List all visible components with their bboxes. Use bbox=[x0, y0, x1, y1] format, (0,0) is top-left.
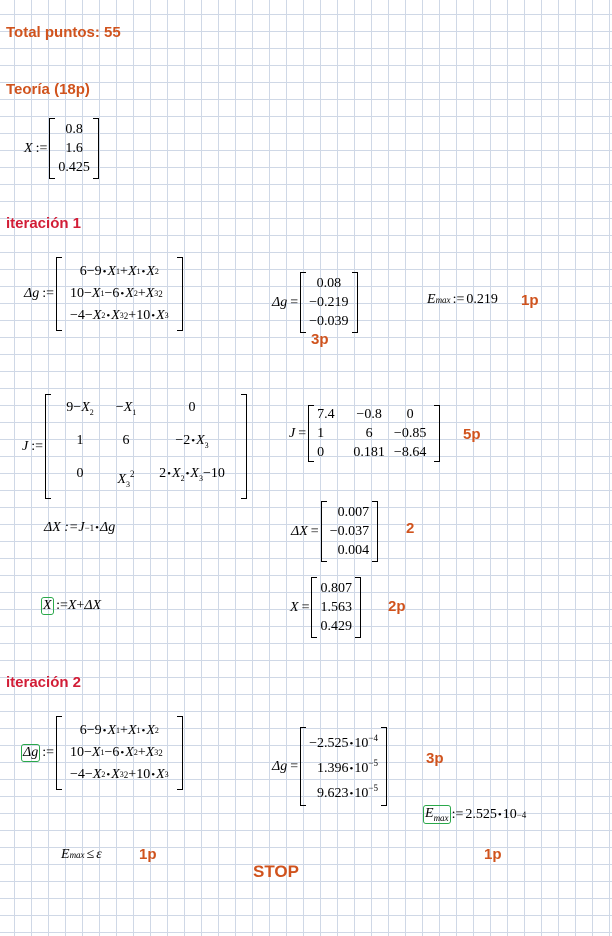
dg-value: −0.039 bbox=[309, 314, 349, 329]
x-result-op: = bbox=[301, 599, 310, 615]
iteration-1-heading: iteración 1 bbox=[6, 215, 82, 232]
emax2-exp: −4 bbox=[516, 809, 527, 820]
emax2-op: := bbox=[451, 806, 464, 822]
stop-label: STOP bbox=[253, 862, 299, 881]
dx-result-vector bbox=[321, 501, 378, 562]
points-emax-1: 1p bbox=[521, 292, 539, 309]
dg2-value: $-2.525•10^{-4}$ bbox=[309, 733, 378, 751]
x-initial-value: 1.6 bbox=[65, 141, 83, 156]
j-cell: 0 bbox=[406, 407, 414, 422]
dg-result-lhs: Δg bbox=[272, 294, 288, 310]
x-initial-lhs: X bbox=[24, 140, 33, 156]
x-initial-value: 0.8 bbox=[65, 122, 83, 137]
x-value: 0.429 bbox=[320, 619, 352, 634]
emax2-mant: 2.525 bbox=[465, 806, 497, 822]
emax-value: 0.219 bbox=[466, 292, 498, 307]
dx-definition[interactable]: ΔX :=J −1 • Δg bbox=[44, 520, 116, 535]
x-initial-value: 0.425 bbox=[58, 160, 90, 175]
x-initial-op: := bbox=[35, 140, 48, 156]
x-value: 0.807 bbox=[320, 581, 352, 596]
emax-2[interactable]: $E_{max}$ := 2.525 • 10 −4 bbox=[425, 806, 527, 823]
points-x: 2p bbox=[388, 598, 406, 615]
dx-result-op: = bbox=[310, 523, 319, 539]
stop-condition[interactable]: E max ≤ ε bbox=[61, 847, 102, 862]
dg-result-op: = bbox=[290, 294, 299, 310]
dg2-result-vector bbox=[300, 727, 387, 806]
jacobian-def-matrix: $9-X_2$ $-X_1$ 0 1 6 $-2•X_3$ 0 $X_3^2$ $2•X_2•X_3-10$ bbox=[45, 394, 247, 499]
dx-value: 0.007 bbox=[337, 505, 370, 520]
emax-sub: max bbox=[435, 295, 451, 305]
j-cell: 1 bbox=[317, 426, 325, 441]
x-result[interactable] bbox=[290, 577, 361, 638]
dg-result-2[interactable] bbox=[272, 727, 387, 806]
j-result-lhs: J bbox=[289, 425, 296, 441]
x-initial-expression[interactable] bbox=[24, 118, 99, 179]
j-def-lhs: J bbox=[22, 438, 29, 454]
emax-lhs: E bbox=[427, 292, 436, 307]
dg2-selected-var[interactable]: Δg bbox=[23, 745, 39, 760]
points-dg-1: 3p bbox=[311, 331, 329, 348]
jacobian-definition[interactable]: J := $9-X_2$ $-X_1$ 0 1 6 $-2•X_3$ 0 $X_3^2$ $2•X_2•X_3-10$ bbox=[22, 394, 247, 499]
theory-heading: Teoría (18p) bbox=[6, 81, 90, 98]
dg-value: −0.219 bbox=[309, 295, 349, 310]
dx-value: 0.004 bbox=[337, 543, 370, 558]
dg2-result-op: = bbox=[290, 758, 299, 774]
dx-result[interactable] bbox=[291, 501, 378, 562]
j-cell: 0.181 bbox=[353, 445, 385, 460]
j-cell: 0 bbox=[317, 445, 325, 460]
x-result-lhs: X bbox=[290, 599, 299, 615]
dg2-def-matrix: 6−9 • X 1 + X 1 • X 2 10− X 1 −6 • X 2 + X 3 2 −4− X 2 • X 3 2 +10 • X 3 bbox=[56, 716, 183, 790]
x-value: 1.563 bbox=[320, 600, 352, 615]
dx-result-lhs: ΔX bbox=[291, 523, 308, 539]
j-cell: −0.8 bbox=[356, 407, 382, 422]
emax-1[interactable] bbox=[427, 292, 498, 308]
dx-value: −0.037 bbox=[329, 524, 370, 539]
dx-def-text: ΔX :=J bbox=[44, 520, 85, 535]
total-points-title: Total puntos: 55 bbox=[6, 24, 121, 41]
x-initial-vector bbox=[49, 118, 99, 179]
j-result-op: = bbox=[298, 425, 307, 441]
dg-def-matrix: 6−9 • X 1 + X 1 • X 2 10− X 1 −6 • X 2 + X 3 2 −4− X 2 • X 3 2 +10 • X 3 bbox=[56, 257, 183, 331]
j-cell: −0.85 bbox=[393, 426, 427, 441]
points-dg-2: 3p bbox=[426, 750, 444, 767]
jacobian-result[interactable] bbox=[289, 405, 440, 462]
dg2-result-lhs: Δg bbox=[272, 758, 288, 774]
emax2-selected-var[interactable]: $E_{max}$ bbox=[425, 806, 449, 823]
x-result-vector bbox=[311, 577, 361, 638]
dg2-value: $9.623•10^{-5}$ bbox=[317, 783, 378, 801]
iteration-2-heading: iteración 2 bbox=[6, 674, 82, 691]
dg-definition-1[interactable]: Δg := 6−9 • X 1 + X 1 • X 2 10− X 1 −6 • X 2 + X 3 2 −4− X 2 • X 3 2 +10 • X 3 bbox=[24, 257, 183, 331]
j-cell: −8.64 bbox=[393, 445, 427, 460]
points-dx: 2 bbox=[406, 520, 415, 537]
points-emax-2: 1p bbox=[484, 846, 502, 863]
dg-definition-2[interactable]: Δg := 6−9 • X 1 + X 1 • X 2 10− X 1 −6 • X 2 + X 3 2 −4− X 2 • X 3 2 +10 • X 3 bbox=[22, 716, 183, 790]
jacobian-result-matrix bbox=[308, 405, 440, 462]
dg2-value: $1.396•10^{-5}$ bbox=[317, 758, 378, 776]
j-cell: 7.4 bbox=[317, 407, 335, 422]
x-update-selected-var[interactable]: X bbox=[43, 598, 52, 613]
dg-result-1[interactable] bbox=[272, 272, 358, 333]
dg-value: 0.08 bbox=[316, 276, 342, 291]
j-cell: 6 bbox=[365, 426, 373, 441]
dg-def-lhs: Δg bbox=[24, 286, 40, 301]
x-update[interactable]: X := X + ΔX bbox=[43, 598, 102, 613]
points-cond: 1p bbox=[139, 846, 157, 863]
emax-op: := bbox=[452, 292, 465, 307]
dg-result-vector bbox=[300, 272, 357, 333]
points-jacobian: 5p bbox=[463, 426, 481, 443]
